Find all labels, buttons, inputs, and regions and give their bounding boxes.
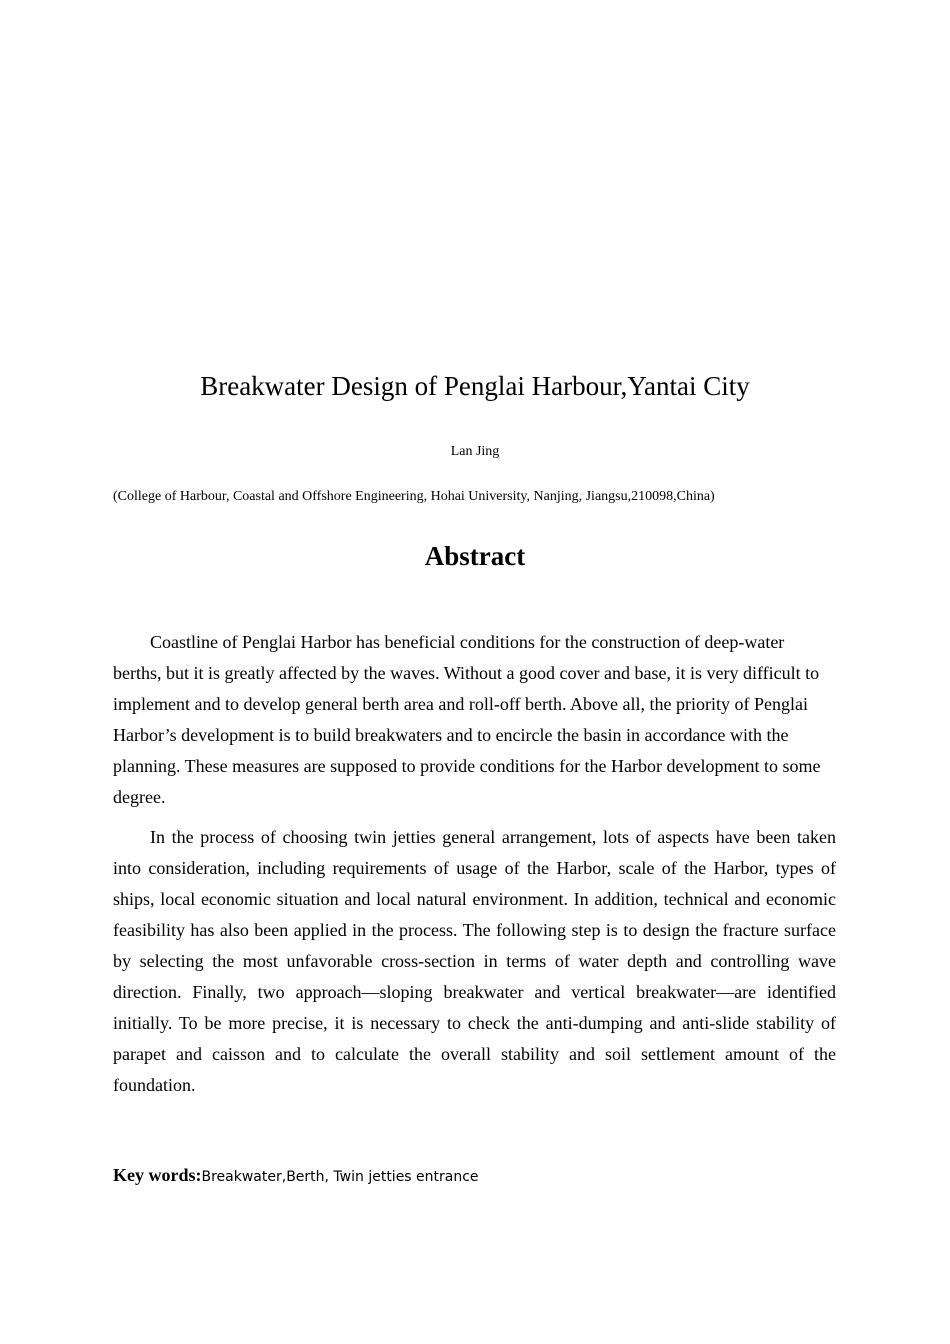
keywords-label: Key words: bbox=[113, 1165, 202, 1185]
abstract-body bbox=[113, 627, 836, 1101]
abstract-heading: Abstract bbox=[424, 541, 526, 571]
keywords-value: Breakwater,Berth, Twin jetties entrance bbox=[201, 1169, 479, 1185]
author-name: Lan Jing bbox=[450, 444, 500, 459]
abstract-paragraph: Coastline of Penglai Harbor has beneficial conditions for the construction of deep-water berths, but it is greatly affected by the waves. Without a good cover and base, it is very difficult to implement and to develop general berth area and roll-off berth. Above all, the priority of Penglai Harbor’s development is to build breakwaters and to encircle the basin in accordance with the planning. These measures are supposed to provide conditions for the Harbor development to some degree. bbox=[113, 632, 821, 807]
paper-title: Breakwater Design of Penglai Harbour,Yantai City bbox=[200, 371, 750, 401]
abstract-paragraph: In the process of choosing twin jetties general arrangement, lots of aspects have been taken into consideration, including requirements of usage of the Harbor, scale of the Harbor, types of ships, local economic situation and local natural environment. In addition, technical and economic feasibility has also been applied in the process. The following step is to design the fracture surface by selecting the most unfavorable cross-section in terms of water depth and controlling wave direction. Finally, two approach—sloping breakwater and vertical breakwater—are identified initially. To be more precise, it is necessary to check the anti-dumping and anti-slide stability of parapet and caisson and to calculate the overall stability and soil settlement amount of the foundation. bbox=[113, 827, 836, 1095]
keywords bbox=[113, 1162, 853, 1190]
author-affiliation: (College of Harbour, Coastal and Offshore Engineering, Hohai University, Nanjing, Jiangsu,210098,China) bbox=[113, 489, 715, 504]
